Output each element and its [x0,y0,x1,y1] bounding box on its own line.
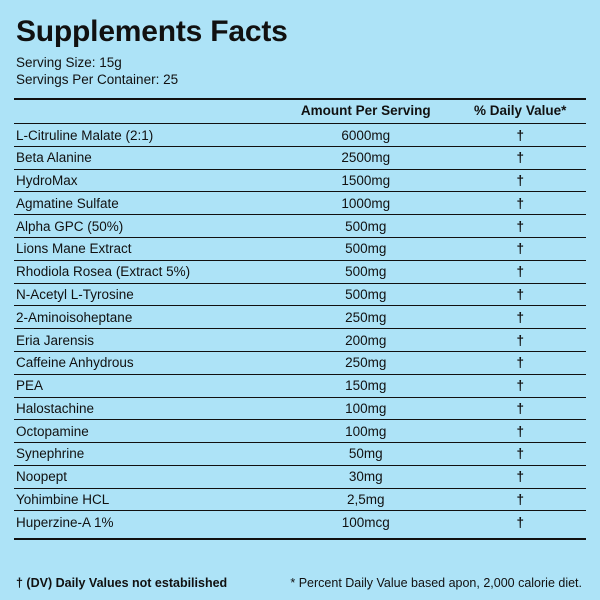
table-row [14,124,586,147]
ingredient-daily-value: † [454,488,586,511]
ingredient-name: PEA [14,374,277,397]
ingredient-name: Noopept [14,465,277,488]
ingredient-daily-value: † [454,169,586,192]
table-row [14,146,586,169]
ingredient-daily-value: † [454,511,586,533]
ingredient-name: Yohimbine HCL [14,488,277,511]
table-row [14,397,586,420]
ingredients-table [14,100,586,533]
ingredient-daily-value: † [454,397,586,420]
ingredient-name: L-Citruline Malate (2:1) [14,124,277,147]
column-header-amount: Amount Per Serving [300,103,431,119]
column-header-daily-value: % Daily Value* [474,103,567,119]
ingredient-name: Alpha GPC (50%) [14,215,277,238]
table-row [14,306,586,329]
ingredient-amount: 1000mg [277,192,454,215]
table-row [14,374,586,397]
table-row [14,511,586,533]
ingredient-daily-value: † [454,146,586,169]
ingredient-daily-value: † [454,351,586,374]
ingredient-amount: 100mg [277,397,454,420]
ingredient-amount: 2500mg [277,146,454,169]
ingredient-amount: 500mg [277,260,454,283]
page-title: Supplements Facts [16,15,288,48]
table-row [14,329,586,352]
ingredient-name: Rhodiola Rosea (Extract 5%) [14,260,277,283]
ingredient-amount: 50mg [277,443,454,466]
table-row [14,488,586,511]
ingredients-table-body [14,124,586,534]
ingredient-amount: 250mg [277,306,454,329]
footnote-daily-value: † (DV) Daily Values not estabilished [16,576,228,590]
ingredient-amount: 500mg [277,283,454,306]
ingredient-amount: 2,5mg [277,488,454,511]
footnote-calorie-diet: * Percent Daily Value based apon, 2,000 calorie diet. [290,576,582,590]
ingredient-name: Beta Alanine [14,146,277,169]
ingredient-daily-value: † [454,124,586,147]
table-row [14,443,586,466]
ingredient-amount: 500mg [277,238,454,261]
ingredient-daily-value: † [454,192,586,215]
ingredient-name: Synephrine [14,443,277,466]
table-row [14,420,586,443]
ingredient-amount: 30mg [277,465,454,488]
footer-divider [14,538,586,540]
ingredient-daily-value: † [454,260,586,283]
table-row [14,465,586,488]
ingredient-daily-value: † [454,215,586,238]
ingredient-name: Halostachine [14,397,277,420]
serving-info [16,54,586,90]
ingredient-name: Eria Jarensis [14,329,277,352]
column-header-ingredient [14,100,277,124]
ingredient-amount: 100mg [277,420,454,443]
table-row [14,260,586,283]
table-row [14,192,586,215]
ingredient-name: Octopamine [14,420,277,443]
ingredient-daily-value: † [454,443,586,466]
ingredient-daily-value: † [454,374,586,397]
ingredient-daily-value: † [454,465,586,488]
ingredient-daily-value: † [454,238,586,261]
serving-size-line: Serving Size: 15g [16,54,122,70]
ingredient-name: HydroMax [14,169,277,192]
ingredient-amount: 150mg [277,374,454,397]
table-row [14,169,586,192]
table-header-row [14,100,586,124]
ingredient-amount: 100mcg [277,511,454,533]
ingredient-name: Huperzine-A 1% [14,511,277,533]
ingredient-amount: 250mg [277,351,454,374]
ingredient-daily-value: † [454,329,586,352]
ingredient-amount: 500mg [277,215,454,238]
ingredient-name: Lions Mane Extract [14,238,277,261]
table-row [14,283,586,306]
table-row [14,215,586,238]
ingredient-daily-value: † [454,420,586,443]
ingredient-name: 2-Aminoisoheptane [14,306,277,329]
ingredient-name: N-Acetyl L-Tyrosine [14,283,277,306]
table-row [14,351,586,374]
ingredient-amount: 6000mg [277,124,454,147]
ingredient-daily-value: † [454,283,586,306]
table-row [14,238,586,261]
ingredient-daily-value: † [454,306,586,329]
ingredient-amount: 1500mg [277,169,454,192]
servings-per-container-line: Servings Per Container: 25 [16,72,179,88]
footnotes [14,569,586,590]
ingredient-amount: 200mg [277,329,454,352]
ingredient-name: Caffeine Anhydrous [14,351,277,374]
ingredient-name: Agmatine Sulfate [14,192,277,215]
